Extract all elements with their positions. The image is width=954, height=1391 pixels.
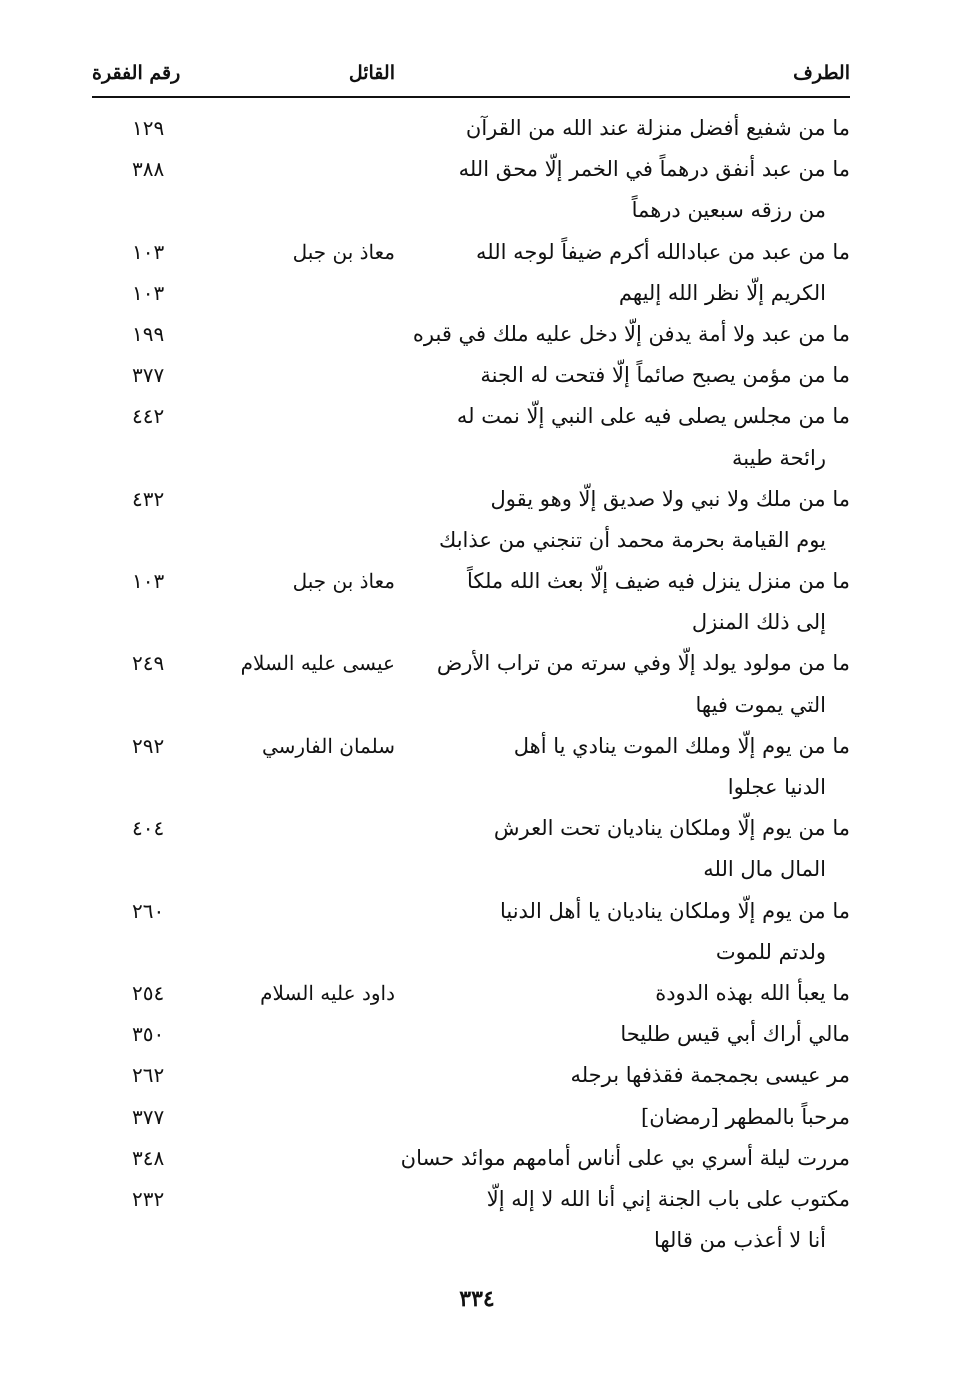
entry-line <box>92 1097 850 1138</box>
list-item <box>92 396 850 478</box>
entry-text: ما من مجلس يصلى فيه على النبي إلّا نمت له <box>456 404 850 429</box>
entry-paragraph-number: ٤٣٢ <box>132 486 165 511</box>
entry-speaker: عيسى عليه السلام <box>240 651 395 676</box>
entry-line <box>92 149 850 190</box>
entry-paragraph-number: ٣٨٨ <box>132 157 165 182</box>
entry-text: مررت ليلة أسري بي على أناس أمامهم موائد حسان <box>400 1145 850 1170</box>
entry-text: إلى ذلك المنزل <box>691 610 826 635</box>
list-item <box>92 314 850 355</box>
entry-line <box>92 396 850 437</box>
entry-text: ما يعبأ الله بهذه الدودة <box>655 980 850 1005</box>
entry-line-continuation <box>92 932 850 973</box>
table-header <box>92 58 850 98</box>
entry-line <box>92 1055 850 1096</box>
entry-paragraph-number: ٤٤٢ <box>132 404 165 429</box>
entry-line-continuation <box>92 190 850 231</box>
entry-line <box>92 355 850 396</box>
entry-paragraph-number: ٣٧٧ <box>132 363 165 388</box>
entry-text: مرحباً بالمطهر [رمضان] <box>641 1104 850 1129</box>
column-header-raqm: رقم الفقرة <box>92 62 181 84</box>
entry-line <box>92 808 850 849</box>
entry-speaker: سلمان الفارسي <box>261 733 395 758</box>
entry-line-continuation <box>92 849 850 890</box>
entry-line-continuation <box>92 438 850 479</box>
entry-text: ما من منزل ينزل فيه ضيف إلّا بعث الله ملكاً <box>466 569 850 594</box>
entry-line <box>92 1138 850 1179</box>
list-item <box>92 973 850 1014</box>
entry-line-continuation <box>92 273 850 314</box>
entry-text: ما من ملك ولا نبي ولا صديق إلّا وهو يقول <box>490 486 850 511</box>
entry-text: الدنيا عجلوا <box>727 775 826 799</box>
list-item <box>92 561 850 643</box>
entry-text: مكتوب على باب الجنة إني أنا الله لا إله إلّا <box>486 1186 850 1211</box>
entry-line <box>92 232 850 273</box>
entry-text: مالي أراك أبي قيس طليحا <box>620 1022 850 1047</box>
list-item <box>92 232 850 273</box>
list-item <box>92 273 850 314</box>
list-item <box>92 726 850 808</box>
entry-paragraph-number: ٢٦٠ <box>132 898 165 923</box>
entry-text: ما من مؤمن يصبح صائماً إلّا فتحت له الجنة <box>480 363 850 388</box>
entry-speaker: معاذ بن جبل <box>292 239 395 264</box>
entries-list <box>92 108 850 1261</box>
entry-text: ما من عبد من عبادالله أكرم ضيفاً لوجه الله <box>475 239 850 264</box>
entry-paragraph-number: ١٠٣ <box>132 569 165 594</box>
entry-paragraph-number: ٢٤٩ <box>132 651 165 676</box>
entry-text: ما من شفيع أفضل منزلة عند الله من القرآن <box>465 116 850 140</box>
entry-line <box>92 726 850 767</box>
column-header-tarf: الطرف <box>793 62 850 84</box>
entry-line <box>92 479 850 520</box>
entry-line-continuation <box>92 685 850 726</box>
entry-line <box>92 561 850 602</box>
entry-paragraph-number: ١٠٣ <box>132 239 165 264</box>
list-item <box>92 1138 850 1179</box>
entry-line <box>92 643 850 684</box>
entry-text: ولدتم للموت <box>715 939 826 964</box>
list-item <box>92 355 850 396</box>
entry-text: ما من عبد ولا أمة يدفن إلّا دخل عليه ملك في قبره <box>412 321 850 346</box>
entry-text: ما من عبد أنفق درهماً في الخمر إلّا محق الله <box>458 157 850 182</box>
entry-paragraph-number: ١٢٩ <box>132 116 165 140</box>
entry-line <box>92 1014 850 1055</box>
entry-line-continuation <box>92 767 850 808</box>
list-item <box>92 479 850 561</box>
entry-text: ما من يوم إلّا وملكان يناديان يا أهل الدنيا <box>499 898 850 923</box>
entry-text: من رزقه سبعين درهماً <box>631 198 826 223</box>
entry-line <box>92 891 850 932</box>
column-header-qail: القائل <box>348 62 395 84</box>
entry-paragraph-number: ٣٥٠ <box>132 1022 165 1047</box>
entry-paragraph-number: ٣٧٧ <box>132 1104 165 1129</box>
list-item <box>92 1179 850 1261</box>
entry-text: ما من يوم إلّا وملك الموت ينادي يا أهل <box>513 733 850 758</box>
entry-line-continuation <box>92 602 850 643</box>
list-item <box>92 1014 850 1055</box>
entry-paragraph-number: ٢٦٢ <box>132 1063 165 1088</box>
entry-paragraph-number: ٢٩٢ <box>132 733 165 758</box>
entry-text: أنا لا أعذب من قالها <box>653 1228 826 1253</box>
entry-text: ما من يوم إلّا وملكان يناديان تحت العرش <box>493 816 850 841</box>
entry-line <box>92 314 850 355</box>
entry-speaker: معاذ بن جبل <box>292 569 395 594</box>
entry-speaker: داود عليه السلام <box>260 980 395 1005</box>
list-item <box>92 108 850 149</box>
entry-line <box>92 1179 850 1220</box>
list-item <box>92 643 850 725</box>
entry-text: مر عيسى بجمجمة فقذفها برجله <box>570 1063 850 1088</box>
entry-line <box>92 108 850 149</box>
list-item <box>92 149 850 231</box>
entry-text: الكريم إلّا نظر الله إليهم <box>618 280 826 305</box>
entry-paragraph-number: ١٩٩ <box>132 321 165 346</box>
list-item <box>92 1055 850 1096</box>
page-number: ٣٣٤ <box>459 1286 495 1312</box>
entry-text: المال مال الله <box>703 857 826 882</box>
entry-text: رائحة طيبة <box>732 445 826 470</box>
entry-line-continuation <box>92 520 850 561</box>
list-item <box>92 808 850 890</box>
entry-line-continuation <box>92 1220 850 1261</box>
list-item <box>92 891 850 973</box>
entry-paragraph-number: ٢٣٢ <box>132 1186 165 1211</box>
entry-text: يوم القيامة بحرمة محمد أن تنجني من عذابك <box>439 527 826 552</box>
entry-text: ما من مولود يولد إلّا وفي سرته من تراب الأرض <box>436 651 850 676</box>
entry-line <box>92 973 850 1014</box>
entry-paragraph-number: ٣٤٨ <box>132 1145 165 1170</box>
entry-paragraph-number: ٤٠٤ <box>132 816 165 841</box>
entry-paragraph-number: ٢٥٤ <box>132 980 165 1005</box>
entry-text: التي يموت فيها <box>695 692 826 717</box>
list-item <box>92 1097 850 1138</box>
entry-paragraph-number: ١٠٣ <box>132 280 165 305</box>
